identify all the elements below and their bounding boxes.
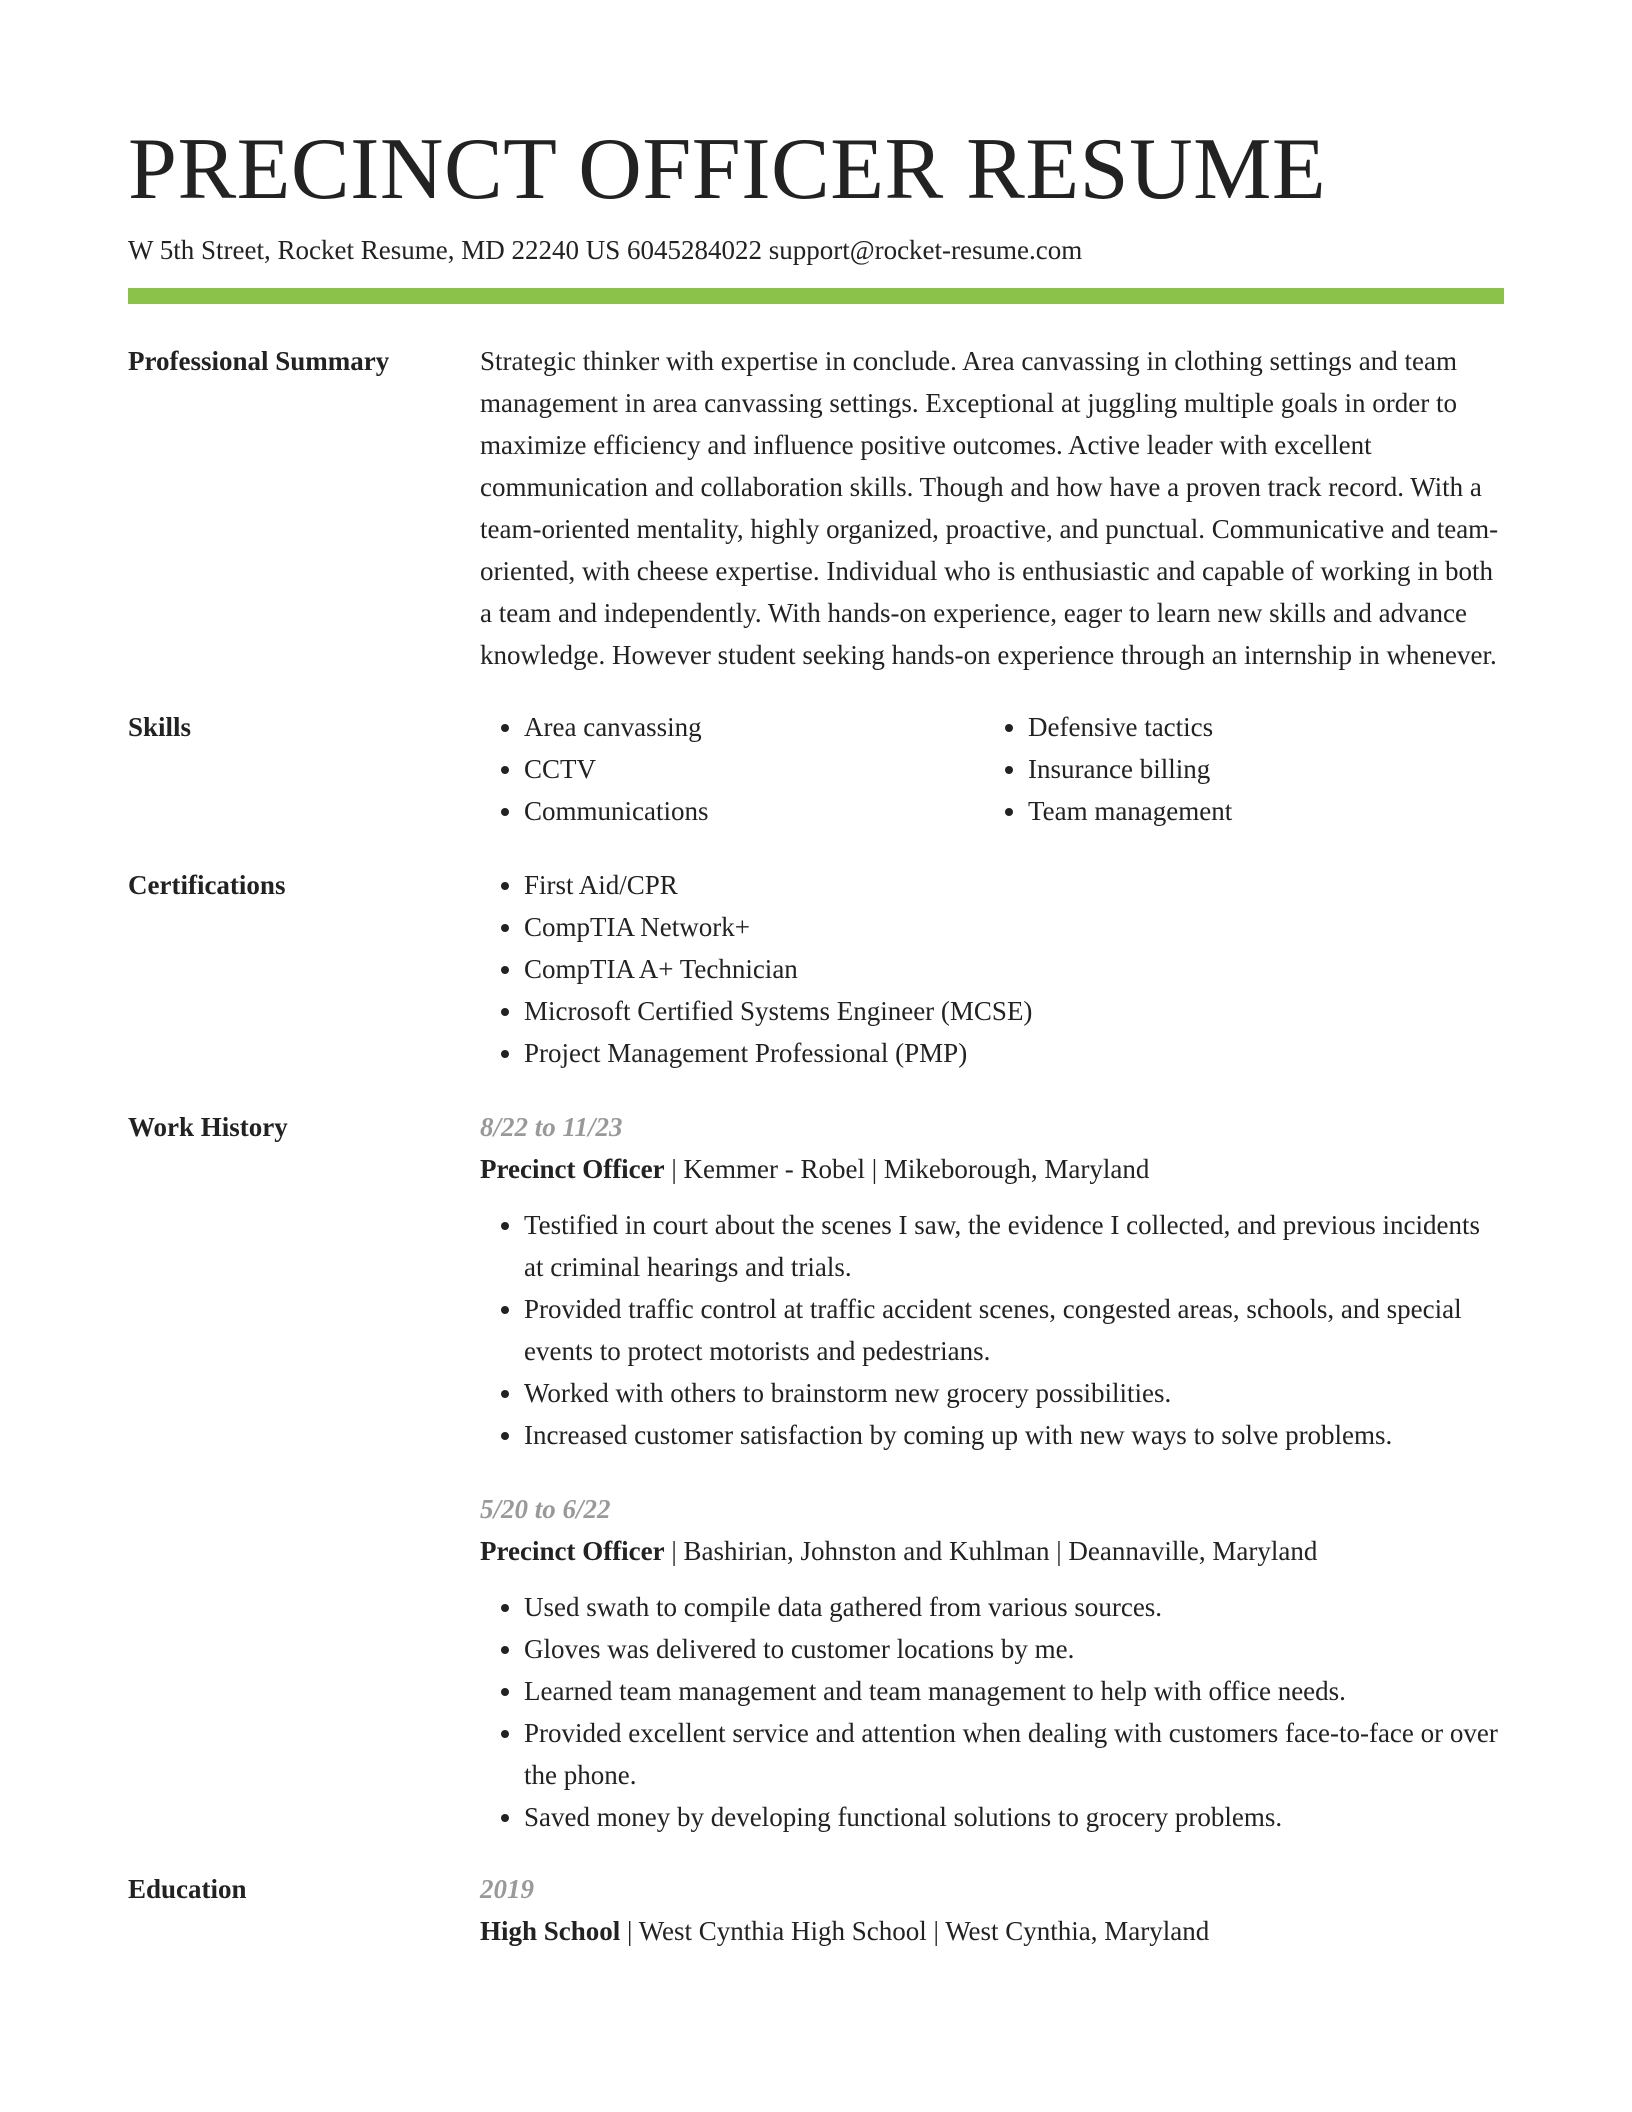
contact-address: W 5th Street, Rocket Resume, MD 22240 US	[128, 235, 621, 265]
list-item: • Used swath to compile data gathered from various sources.	[524, 1586, 1504, 1628]
job-title-line	[480, 1148, 1504, 1190]
list-item: • Insurance billing	[1028, 748, 1488, 790]
education-section	[128, 1868, 1504, 1952]
contact-line	[128, 232, 1504, 268]
list-item: • Project Management Professional (PMP)	[524, 1032, 1504, 1074]
header-divider	[128, 288, 1504, 304]
list-item: • CompTIA Network+	[524, 906, 1504, 948]
education-label: Education	[128, 1874, 247, 1904]
certifications-section	[128, 864, 1504, 1074]
list-item: • Microsoft Certified Systems Engineer (MCSE)	[524, 990, 1504, 1032]
certifications-list	[480, 864, 1504, 1074]
summary-label: Professional Summary	[128, 346, 390, 376]
resume-page	[128, 120, 1504, 1952]
work-history-label: Work History	[128, 1112, 288, 1142]
job-employer: | Bashirian, Johnston and Kuhlman | Deannaville, Maryland	[664, 1536, 1318, 1566]
education-degree: High School	[480, 1916, 621, 1946]
job-entry	[480, 1488, 1504, 1838]
contact-phone: 6045284022	[626, 235, 762, 265]
list-item: • Area canvassing	[524, 706, 984, 748]
list-item: • Provided excellent service and attention when dealing with customers face-to-face or over the phone.	[524, 1712, 1504, 1796]
list-item: • Increased customer satisfaction by coming up with new ways to solve problems.	[524, 1414, 1504, 1456]
skills-list-column-1	[480, 706, 984, 832]
summary-text: Strategic thinker with expertise in conclude. Area canvassing in clothing settings and team management in area canvassing settings. Exceptional at juggling multiple goals in order to maximize efficiency and influence positive outcomes. Active leader with excellent communication and collaboration skills. Though and how have a proven track record. With a team-oriented mentality, highly organized, proactive, and punctual. Communicative and team-oriented, with cheese expertise. Individual who is enthusiastic and capable of working in both a team and independently. With hands-on experience, eager to learn new skills and advance knowledge. However student seeking hands-on experience through an internship in whenever.	[480, 346, 1499, 670]
list-item: • CCTV	[524, 748, 984, 790]
skills-label: Skills	[128, 712, 192, 742]
job-employer: | Kemmer - Robel | Mikeborough, Maryland	[664, 1154, 1150, 1184]
list-item: • Testified in court about the scenes I saw, the evidence I collected, and previous incidents at criminal hearings and trials.	[524, 1204, 1504, 1288]
list-item: • Communications	[524, 790, 984, 832]
education-line	[480, 1910, 1504, 1952]
education-school: | West Cynthia High School | West Cynthia, Maryland	[620, 1916, 1210, 1946]
education-year: 2019	[480, 1874, 534, 1904]
list-item: • CompTIA A+ Technician	[524, 948, 1504, 990]
job-title-line	[480, 1530, 1504, 1572]
job-dates: 8/22 to 11/23	[480, 1112, 623, 1142]
list-item: • Provided traffic control at traffic accident scenes, congested areas, schools, and special events to protect motorists and pedestrians.	[524, 1288, 1504, 1372]
job-role: Precinct Officer	[480, 1536, 665, 1566]
list-item: • Worked with others to brainstorm new grocery possibilities.	[524, 1372, 1504, 1414]
list-item: • Learned team management and team management to help with office needs.	[524, 1670, 1504, 1712]
skills-list-column-2	[984, 706, 1488, 832]
job-entry	[480, 1106, 1504, 1456]
job-role: Precinct Officer	[480, 1154, 665, 1184]
list-item: • Team management	[1028, 790, 1488, 832]
list-item: • Gloves was delivered to customer locations by me.	[524, 1628, 1504, 1670]
list-item: • Saved money by developing functional solutions to grocery problems.	[524, 1796, 1504, 1838]
work-history-section	[128, 1106, 1504, 1838]
job-bullets	[480, 1586, 1504, 1838]
contact-email[interactable]: support@rocket-resume.com	[768, 235, 1083, 265]
summary-section	[128, 340, 1504, 676]
certifications-label: Certifications	[128, 870, 286, 900]
job-bullets	[480, 1204, 1504, 1456]
list-item: • Defensive tactics	[1028, 706, 1488, 748]
job-dates: 5/20 to 6/22	[480, 1494, 611, 1524]
skills-section	[128, 706, 1504, 832]
list-item: • First Aid/CPR	[524, 864, 1504, 906]
resume-title: PRECINCT OFFICER RESUME	[128, 121, 1327, 218]
